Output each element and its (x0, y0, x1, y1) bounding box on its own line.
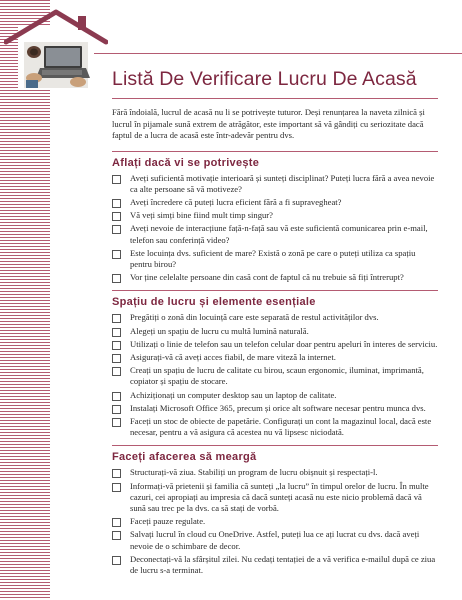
checklist-item (112, 272, 438, 283)
checklist-item-text: Aveți suficientă motivație interioară și sunteți disciplinat? Puteți lucra fără a avea nevoie ca alte persoane să vă motiveze? (130, 172, 435, 194)
top-divider (94, 53, 462, 54)
checklist-item (112, 467, 438, 478)
checklist-item-text: Faceți pauze regulate. (130, 516, 206, 527)
checklist-item (112, 554, 438, 576)
checklist-item-text: Asigurați-vă că aveți acces fiabil, de mare viteză la internet. (130, 351, 336, 362)
checkbox[interactable] (112, 405, 121, 414)
checkbox[interactable] (112, 556, 121, 565)
checklist-item (112, 403, 438, 414)
section-title: Faceți afacerea să meargă (112, 451, 257, 464)
checklist-item (112, 352, 438, 363)
checklist-item-text: Instalați Microsoft Office 365, precum și orice alt software necesar pentru munca dvs. (130, 402, 426, 413)
checkbox[interactable] (112, 483, 121, 492)
checklist-item (112, 416, 438, 438)
checklist-item-text: Pregătiți o zonă din locuință care este separată de restul activităților dvs. (130, 312, 379, 323)
checklist-item (112, 197, 438, 208)
page-title: Listă De Verificare Lucru De Acasă (112, 67, 417, 90)
checklist-item (112, 516, 438, 527)
checklist-item-text: Informați-vă prietenii și familia că sunteți „la lucru” în timpul orelor de lucru. În multe cazuri, cei apropiați au impresia că dacă sunteți acasă nu este nicio problemă dacă vă sună sau trec pe la dvs. ca să stați de vorbă. (130, 480, 429, 513)
checklist-item (112, 365, 438, 387)
desk-photo (24, 42, 90, 88)
checklist-item (112, 173, 438, 195)
checklist-item-text: Deconectați-vă la sfârșitul zilei. Nu cedați tentației de a vă verifica e-mailul după ce ziua de lucru s-a terminat. (130, 553, 436, 575)
checkbox[interactable] (112, 274, 121, 283)
checklist-item (112, 390, 438, 401)
checklist-item-text: Aveți încredere că puteți lucra eficient fără a fi supravegheat? (130, 196, 342, 207)
checklist-item (112, 529, 438, 551)
checkbox[interactable] (112, 175, 121, 184)
checkbox[interactable] (112, 367, 121, 376)
checklist-document (112, 60, 438, 583)
checkbox[interactable] (112, 531, 121, 540)
checkbox[interactable] (112, 250, 121, 259)
checkbox[interactable] (112, 212, 121, 221)
section-title: Spațiu de lucru și elemente esențiale (112, 296, 316, 309)
checkbox[interactable] (112, 199, 121, 208)
checklist-item (112, 326, 438, 337)
intro-paragraph: Fără îndoială, lucrul de acasă nu li se potrivește tuturor. Deși renunțarea la naveta zilnică și lucrul în pijamale sună extrem de atrăgător, este important să vă gândiți cu seriozitate dacă faptul de a lucra de acasă este într-adevăr pentru dvs. (112, 107, 425, 140)
checklist (112, 312, 438, 438)
section-business (112, 445, 438, 583)
section-title: Aflați dacă vi se potrivește (112, 156, 260, 169)
checkbox[interactable] (112, 314, 121, 323)
checkbox[interactable] (112, 225, 121, 234)
checklist-item-text: Achiziționați un computer desktop sau un laptop de calitate. (130, 389, 337, 400)
checklist-item-text: Alegeți un spațiu de lucru cu multă lumină naturală. (130, 325, 309, 336)
checklist (112, 173, 438, 284)
checklist-item-text: Aveți nevoie de interacțiune față-n-față sau vă este suficientă comunicarea prin e-mail, telefon sau conferință video? (130, 223, 428, 245)
checkbox[interactable] (112, 418, 121, 427)
checklist-item-text: Vor ține celelalte persoane din casă cont de faptul că nu trebuie să fiți întrerupt? (130, 272, 404, 283)
checklist (112, 467, 438, 576)
checkbox[interactable] (112, 518, 121, 527)
checkbox[interactable] (112, 341, 121, 350)
checkbox[interactable] (112, 354, 121, 363)
checklist-item (112, 248, 438, 270)
home-office-icon (4, 8, 108, 92)
checkbox[interactable] (112, 328, 121, 337)
section-suitability (112, 151, 438, 291)
checklist-item-text: Utilizați o linie de telefon sau un telefon celular doar pentru apeluri în interes de serviciu. (130, 338, 438, 349)
checklist-item-text: Faceți un stoc de obiecte de papetărie. Configurați un cont la magazinul local, dacă este necesar, pentru a vă asigura că acestea nu vă lipsesc niciodată. (130, 415, 432, 438)
checklist-item (112, 223, 438, 245)
checklist-item (112, 339, 438, 350)
checkbox[interactable] (112, 469, 121, 478)
checklist-item-text: Structurați-vă ziua. Stabiliți un program de lucru obișnuit și respectați-l. (130, 467, 378, 478)
title-area (112, 60, 438, 99)
checklist-item-text: Salvați lucrul în cloud cu OneDrive. Astfel, puteți lua ce ați lucrat cu dvs. dacă aveți nevoie de o schimbare de decor. (130, 529, 420, 551)
checklist-item-text: Vă veți simți bine fiind mult timp singur? (130, 210, 273, 221)
checklist-item (112, 481, 438, 515)
checklist-item (112, 312, 438, 323)
checkbox[interactable] (112, 392, 121, 401)
section-workspace (112, 290, 438, 445)
checklist-item (112, 210, 438, 221)
checklist-item-text: Creați un spațiu de lucru de calitate cu birou, scaun ergonomic, iluminat, imprimantă, copiator și spațiu de stocare. (130, 365, 424, 387)
checklist-item-text: Este locuința dvs. suficient de mare? Există o zonă pe care o puteți utiliza ca spațiu pentru birou? (130, 247, 416, 269)
